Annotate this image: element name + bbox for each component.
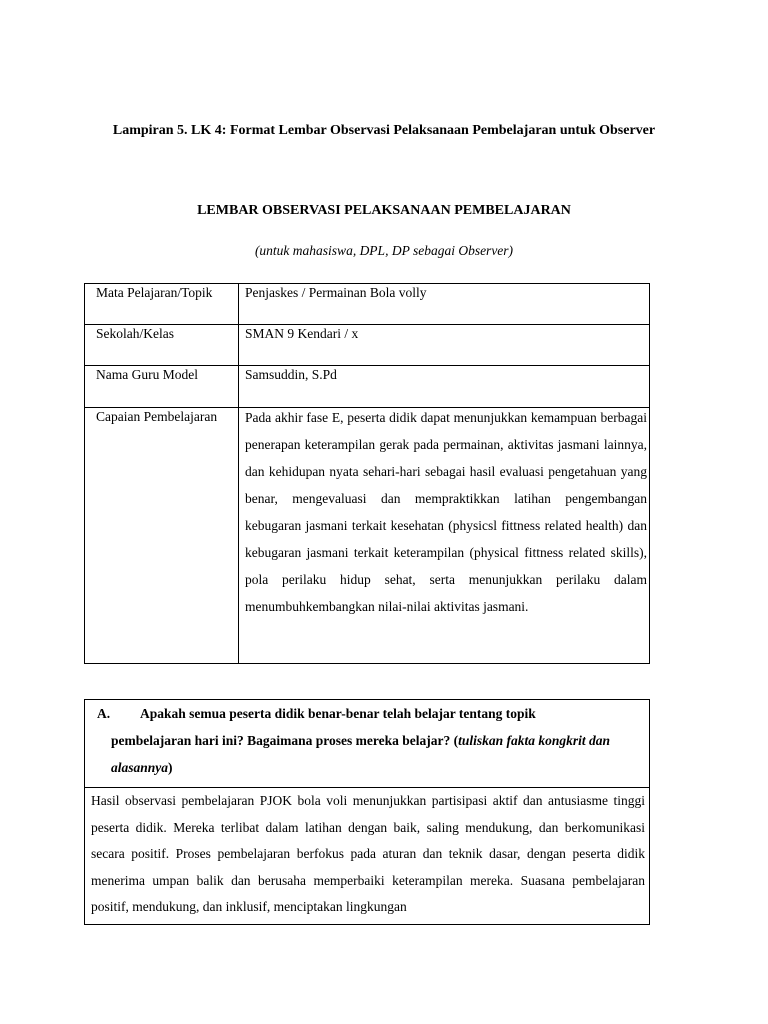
row-value: SMAN 9 Kendari / x [239,325,650,366]
row-value: Penjaskes / Permainan Bola volly [239,284,650,325]
row-value-container [239,408,650,664]
document-title: LEMBAR OBSERVASI PELAKSANAAN PEMBELAJARAN [197,203,571,218]
info-table [84,283,650,664]
row-label: Sekolah/Kelas [85,325,239,366]
question-line-2 [111,727,641,781]
row-label: Capaian Pembelajaran [85,408,239,664]
table-row [85,408,650,664]
question-close: ) [168,760,173,775]
question-italic-text: tuliskan fakta kongkrit dan alasannya [111,733,611,775]
row-value: Samsuddin, S.Pd [239,366,650,408]
question-text: pembelajaran hari ini? Bagaimana proses mereka belajar? ( [111,733,459,748]
section-a-question [85,700,649,787]
row-label: Nama Guru Model [85,366,239,408]
table-row [85,366,650,408]
section-a-box [84,699,650,925]
learning-outcome-text: Pada akhir fase E, peserta didik dapat menunjukkan kemampuan berbagai penerapan keterampilan gerak pada permainan, aktivitas jasmani lainnya, dan kehidupan nyata sehari-hari sebagai hasil evaluasi pengetahuan yang benar, mengevaluasi dan mempraktikkan latihan pengembangan kebugaran jasmani terkait kesehatan (physicsl fittness related health) dan kebugaran jasmani terkait keterampilan (physical fittness related skills), pola perilaku hidup sehat, serta menunjukkan perilaku dalam menumbuhkembangkan nilai-nilai aktivitas jasmani. [245,410,647,614]
row-label: Mata Pelajaran/Topik [85,284,239,325]
document-subtitle: (untuk mahasiswa, DPL, DP sebagai Observer) [254,243,514,258]
section-a-answer: Hasil observasi pembelajaran PJOK bola voli menunjukkan partisipasi aktif dan antusiasme tinggi peserta didik. Mereka terlibat dalam latihan dengan baik, saling mendukung, dan berkomunikasi secara positif. Proses pembelajaran berfokus pada aturan dan teknik dasar, dengan peserta didik menerima umpan balik dan berusaha memperbaiki keterampilan mereka. Suasana pembelajaran positif, mendukung, dan inklusif, menciptakan lingkungan [85,787,649,924]
question-line-1: Apakah semua peserta didik benar-benar telah belajar tentang topik [140,706,536,721]
table-row [85,284,650,325]
page-header: Lampiran 5. LK 4: Format Lembar Observasi Pelaksanaan Pembelajaran untuk Observer [112,123,656,138]
table-row [85,325,650,366]
section-letter: A. [97,706,111,721]
